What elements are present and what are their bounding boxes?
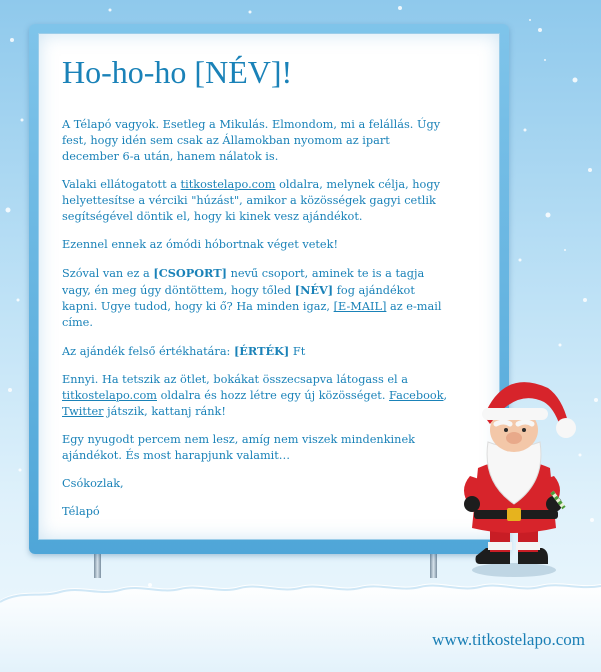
footer-url[interactable]: www.titkostelapo.com [432, 630, 585, 649]
paragraph-outro: Egy nyugodt percem nem lesz, amíg nem viszek mindenkinek ajándékot. És most harapjunk valamit… [62, 433, 415, 462]
text: az e-mail címe. [62, 300, 442, 329]
text: Szóval van ez a [62, 267, 154, 280]
value-placeholder: [ÉRTÉK] [233, 344, 290, 358]
text: nevű csoport, aminek te is a tagja vagy, én meg úgy döntöttem, hogy tőled [62, 267, 425, 297]
paragraph-invite [62, 372, 450, 420]
text: oldalra, melynek célja, hogy helyettesítse a vérciki "húzást", amikor a közösségek gagyi cetlik segítségével döntik el, hogy ki kinek vesz ajándékot. [62, 178, 440, 223]
text: Ft [289, 345, 306, 358]
email-link[interactable]: [E-MAIL] [333, 300, 387, 313]
name-placeholder: [NÉV] [294, 283, 334, 297]
text: oldalra és hozz létre egy új közösséget. [156, 389, 390, 402]
paragraph-site [62, 177, 450, 225]
closing: Csókozlak, [62, 477, 124, 490]
twitter-link[interactable]: Twitter [62, 405, 104, 418]
paragraph-intro: A Télapó vagyok. Esetleg a Mikulás. Elmondom, mi a felállás. Úgy fest, hogy idén sem csak az Államokban nyomom az ipart december 6-a után, hanem nálatok is. [62, 118, 441, 163]
text: fog ajándékot kapni. Ugye tudod, hogy ki ő? Ha minden igaz, [62, 284, 415, 313]
facebook-link[interactable]: Facebook [389, 389, 444, 402]
text: Ennyi. Ha tetszik az ötlet, bokákat összecsapva látogass el a [62, 373, 408, 386]
santa-icon [448, 372, 580, 580]
letter-content [62, 54, 450, 532]
group-placeholder: [CSOPORT] [153, 266, 227, 280]
text: Az ajándék felső értékhatára: [62, 345, 234, 358]
signature: Télapó [62, 505, 100, 518]
site-link[interactable]: titkostelapo.com [180, 178, 276, 191]
text: Valaki ellátogatott a [62, 178, 181, 191]
snowbank [0, 570, 601, 672]
text: játszik, kattanj ránk! [103, 405, 226, 418]
letter-title: Ho-ho-ho [NÉV]! [62, 54, 293, 90]
paragraph-group [62, 265, 450, 331]
paragraph-value [62, 343, 450, 360]
site-link-2[interactable]: titkostelapo.com [62, 389, 157, 402]
paragraph-declaration: Ezennel ennek az ómódi hóbortnak véget vetek! [62, 238, 339, 251]
text: , [443, 389, 448, 402]
